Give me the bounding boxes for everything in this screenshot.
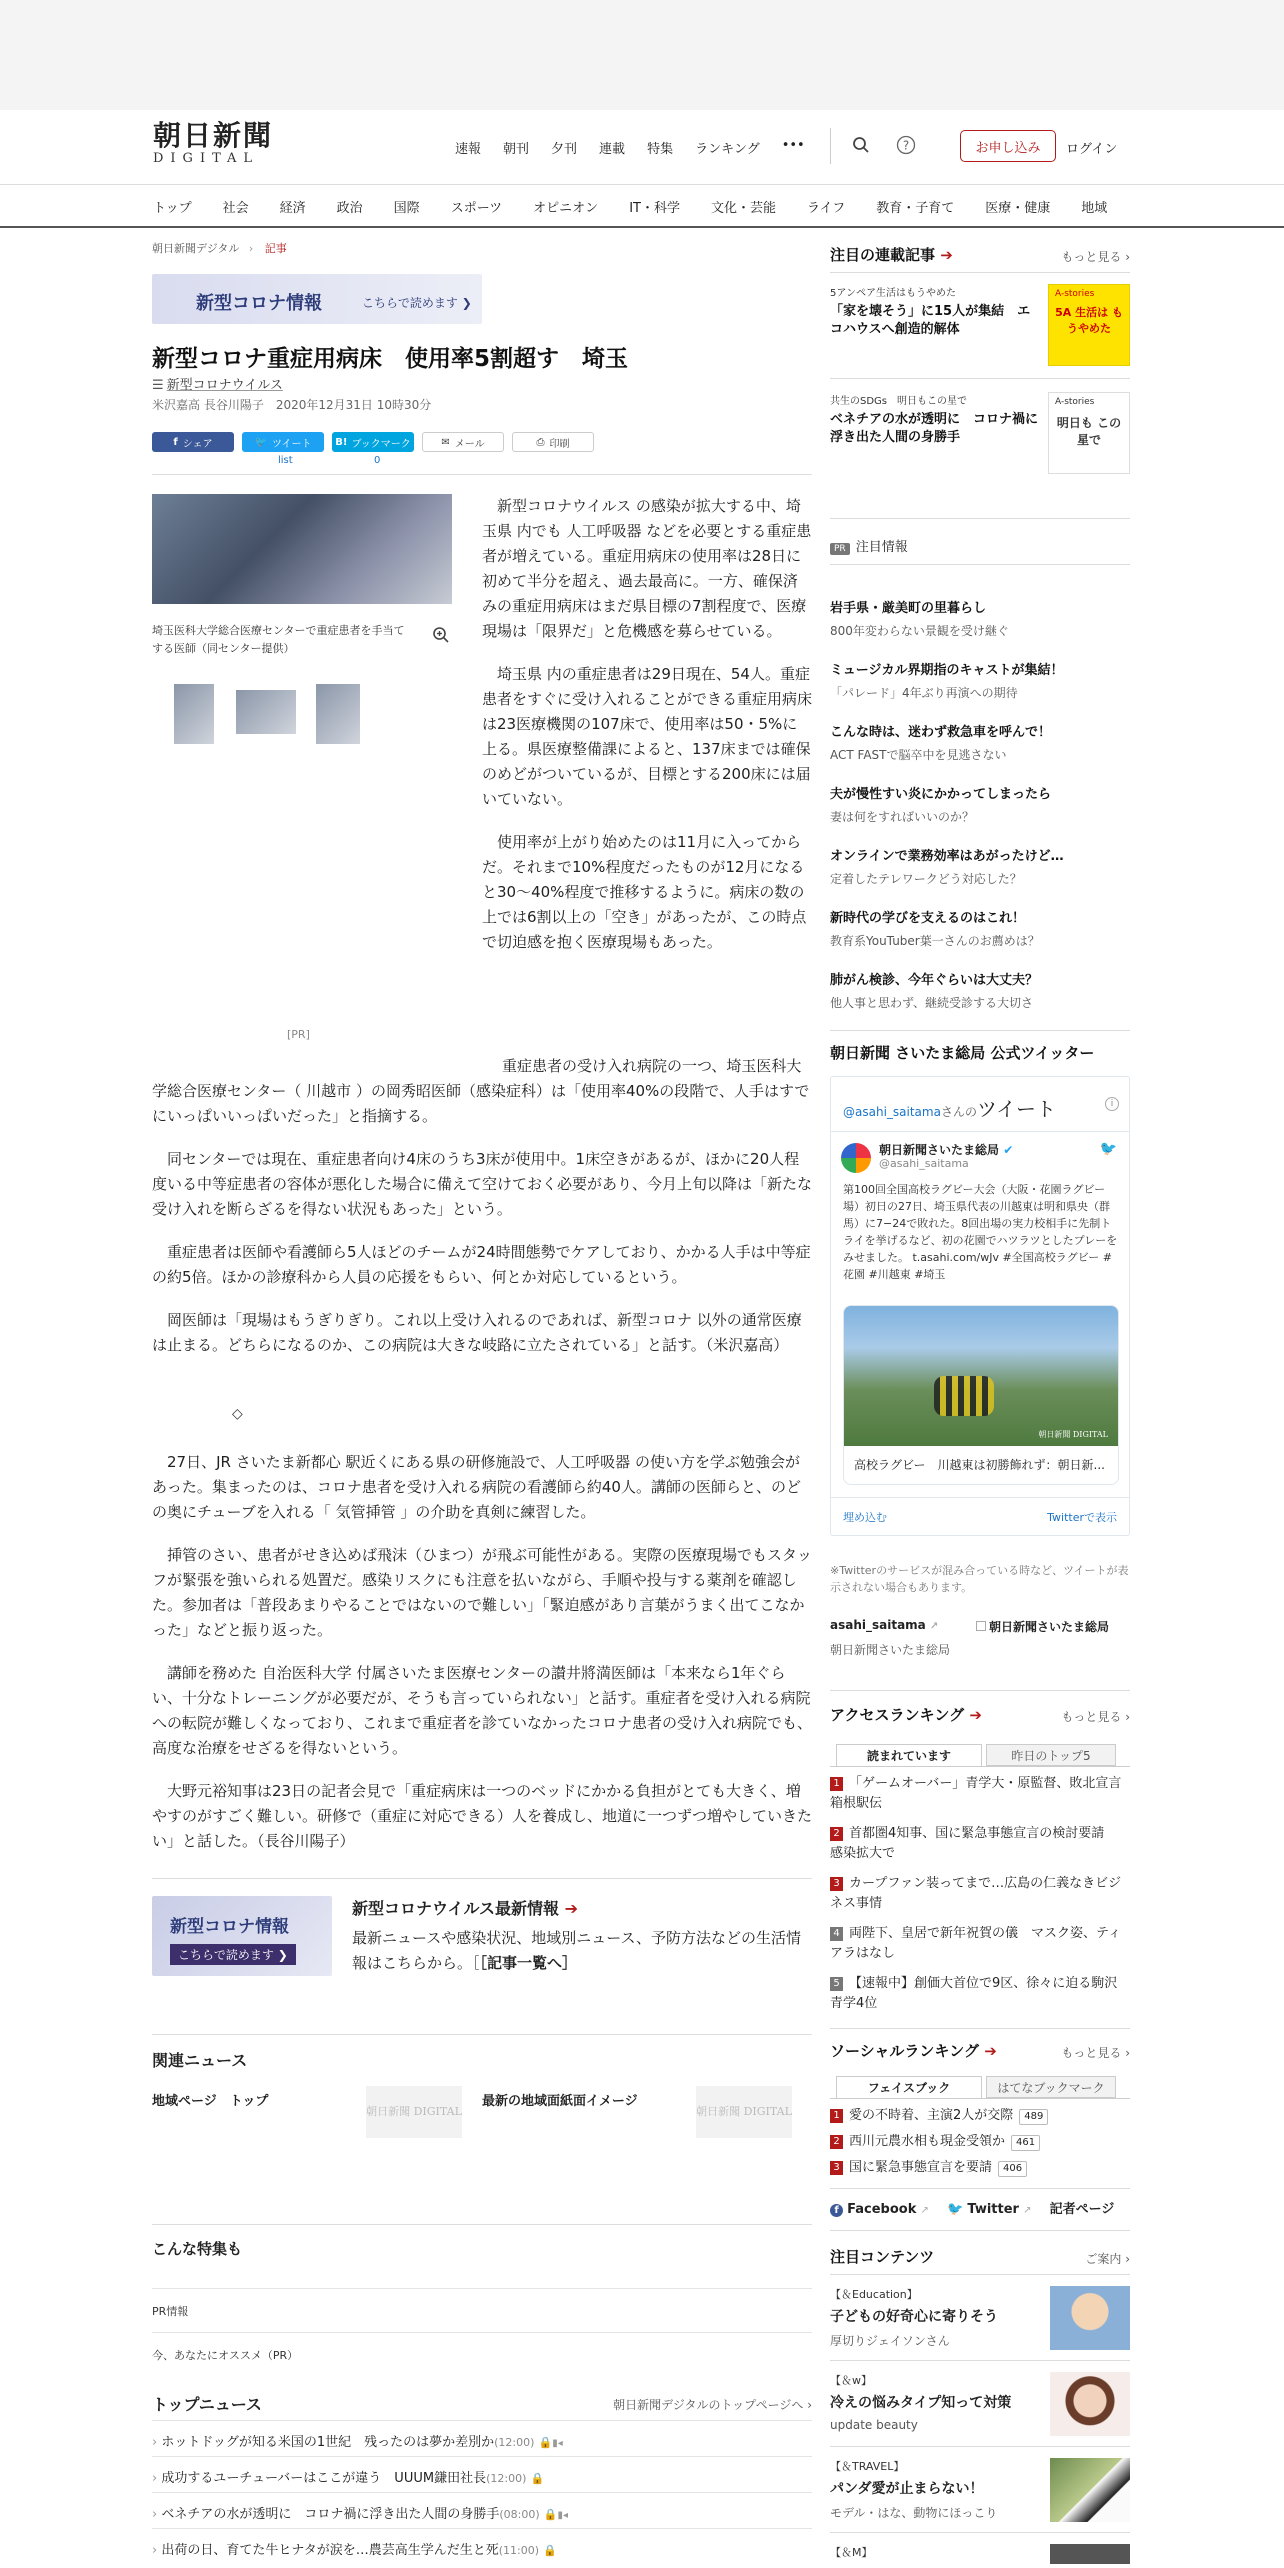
top-page-link[interactable]: 朝日新聞デジタルのトップページへ › — [613, 2398, 812, 2412]
divider — [830, 272, 1130, 273]
view-on-twitter-link[interactable]: Twitterで表示 — [1047, 1511, 1117, 1524]
social-more-link[interactable]: もっと見る › — [1061, 2046, 1130, 2060]
breadcrumb-current: 記事 — [264, 242, 287, 255]
tweet-card[interactable] — [843, 1305, 1119, 1485]
top-news-header — [152, 2392, 812, 2415]
social-ranking-title[interactable]: ソーシャルランキング ➔ — [830, 2042, 997, 2060]
divider — [152, 474, 812, 475]
article-tag[interactable]: ☰ 新型コロナウイルス — [152, 378, 283, 393]
site-header — [0, 110, 1284, 184]
series-image-2[interactable] — [1048, 392, 1130, 474]
divider — [830, 2446, 1130, 2447]
paragraph-5: 同センターでは現在、重症患者向け4床のうち3床が使用中。1床空きがあるが、ほかに20人程度いる中等症患者の容体が悪化した場合に備えて空けておく必要があり、今月上旬以降は「新たな受け入れを断らざるを得ない状況もあった」という。 — [152, 1150, 813, 1218]
series-headline: 「家を壊そう」に15人が集結 エコハウスへ創造的解体 — [830, 304, 1031, 337]
ranking-item[interactable]: 1 「ゲームオーバー」青学大・原監督、敗北宣言 箱根駅伝 — [830, 1776, 1135, 1811]
breadcrumb: 朝日新聞デジタル › 記事 — [152, 242, 287, 255]
feature-item-pr[interactable]: PR情報 — [152, 2288, 812, 2332]
corona-promo-image[interactable] — [152, 1896, 332, 1976]
article-body-second — [152, 1450, 812, 1872]
featured-contents-title: 注目コンテンツ — [830, 2248, 935, 2266]
related-item-image-2[interactable]: 朝日新聞 DIGITAL — [696, 2086, 792, 2138]
series-image-text: 5A 生活は もうやめた — [1055, 306, 1123, 335]
paragraph-3: 使用率が上がり始めたのは11月に入ってからだ。それまで10%程度だったものが12月になると30～40%程度で推移するように。病床の数の上では6割以上の「空き」があったが、この時点で切迫感を抱く医療現場もあった。 — [482, 833, 807, 951]
paragraph-4: 重症患者の受け入れ病院の一つ、埼玉医科大学総合医療センター（ 川越市 ）の岡秀昭医師（感染症科）は「使用率40%の段階で、人手はすでにいっぱいいっぱいだった」と指摘する。 — [152, 1057, 810, 1125]
chevron-right-icon: › — [152, 2471, 158, 2486]
help-icon[interactable] — [893, 132, 919, 158]
corona-banner[interactable] — [152, 274, 482, 324]
logo-sub: DIGITAL — [153, 151, 260, 166]
nav-tokushu[interactable]: 特集 — [647, 142, 674, 157]
logo-main: 朝日新聞 — [153, 119, 274, 152]
corona-promo — [152, 1896, 812, 2016]
nav-ranking[interactable]: ランキング — [695, 142, 760, 157]
twitter-icon: 🐦 — [947, 2202, 964, 2217]
search-icon[interactable] — [848, 132, 874, 158]
facebook-icon: f — [830, 2204, 843, 2217]
external-link-icon: ↗ — [929, 1621, 939, 1632]
info-icon[interactable]: i — [1105, 1097, 1119, 1111]
verified-icon: ✔ — [1003, 1143, 1014, 1157]
social-item[interactable]: 1 愛の不時着、主演2人が交際 489 — [830, 2106, 1130, 2126]
cat-economy[interactable]: 経済 — [279, 201, 306, 216]
photo-watermark: 朝日新聞 DIGITAL — [1038, 1430, 1108, 1439]
content-item[interactable]: 【＆w】 冷えの悩みタイプ知って対策 update beauty — [830, 2372, 1130, 2432]
section-divider: ◇ — [232, 1406, 243, 1422]
lock-icon: 🔒 — [530, 2472, 545, 2485]
login-link[interactable]: ログイン — [1066, 142, 1118, 157]
print-button[interactable]: ⎙ 印刷 — [512, 432, 594, 452]
series-image-1[interactable] — [1048, 284, 1130, 366]
chevron-right-icon: › — [152, 2435, 158, 2450]
rugby-photo — [844, 1306, 1118, 1446]
twitter-follow-handle[interactable]: asahi_saitama ↗ — [830, 1618, 939, 1632]
series-label: 5アンペア生活はもうやめた — [830, 288, 956, 299]
pr-section-title: 注目情報 — [855, 540, 908, 555]
divider — [152, 1878, 812, 1879]
header-nav — [455, 138, 827, 157]
social-links — [830, 2198, 1130, 2217]
twitter-link[interactable]: 🐦 Twitter ↗ — [947, 2202, 1032, 2217]
twitter-bird-icon: 🐦 — [1099, 1141, 1117, 1157]
arrow-right-icon: ➔ — [984, 2042, 997, 2060]
tweet-card-title: 高校ラグビー 川越東は初勝飾れず：朝日新... — [854, 1458, 1105, 1472]
ranking-item[interactable]: 5 【速報中】創価大首位で9区、徐々に迫る駒沢 青学4位 — [830, 1976, 1131, 2011]
access-more-link[interactable]: もっと見る › — [1061, 1710, 1130, 1724]
cat-culture[interactable]: 文化・芸能 — [710, 201, 776, 216]
category-nav — [0, 184, 1284, 228]
facebook-icon: f — [173, 436, 178, 448]
nav-yuukan[interactable]: 夕刊 — [551, 142, 578, 157]
article-title: 新型コロナ重症用病床 使用率5割超す 埼玉 — [152, 346, 629, 372]
arrow-right-icon: ➔ — [940, 246, 953, 264]
print-icon: ⎙ — [536, 436, 545, 448]
corona-banner-title: 新型コロナ情報 — [196, 293, 322, 314]
pr-item[interactable]: オンラインで業務効率はあがったけど… 定着したテレワークどう対応した？ — [830, 849, 1064, 886]
cat-education[interactable]: 教育・子育て — [876, 201, 955, 216]
twitter-icon: 🐦 — [254, 436, 267, 448]
content-thumbnail — [1050, 2286, 1130, 2350]
paragraph-11: 大野元裕知事は23日の記者会見で「重症病床は一つのベッドにかかる負担がとても大きく、増やすのがすごく難しい。研修で（重症に対応できる）人を養成し、地道に一つずつ増やしていきたい」と話した。（長谷川陽子） — [152, 1782, 813, 1850]
series-more-link[interactable]: もっと見る › — [1061, 250, 1130, 264]
nav-choukan[interactable]: 朝刊 — [503, 142, 530, 157]
top-news-title: トップニュース — [152, 2395, 262, 2414]
facebook-share-button[interactable]: f シェア — [152, 432, 234, 452]
site-logo[interactable] — [153, 120, 283, 170]
divider — [830, 1766, 1130, 1767]
pr-badge: PR — [830, 543, 850, 555]
hatena-count[interactable]: 0 — [374, 455, 381, 466]
top-news-item[interactable]: › ベネチアの水が透明に コロナ禍に浮き出た人間の身勝手(08:00) 🔒▮◂ — [152, 2492, 812, 2528]
divider — [830, 2098, 1130, 2099]
content-thumbnail — [1050, 2458, 1130, 2522]
embed-link[interactable]: 埋め込む — [843, 1511, 887, 1524]
paragraph-10: 講師を務めた 自治医科大学 付属さいたま医療センターの讃井將満医師は「本来なら1年ぐらい、十分なトレーニングが必要だが、そうも言っていられない」と話す。重症者を受け入れる病院への転院が難しくなっており、これまで重症者を診ていなかったコロナ患者の受け入れ病院でも、高度な治療をせざるを得ないという。 — [152, 1664, 813, 1757]
paragraph-2: 埼玉県 内の重症患者は29日現在、54人。重症患者をすぐに受け入れることができる重症用病床は23医療機関の107床で、使用率は50・5%に上る。県医療整備課によると、137床までは確保のめどがついているが、目標とする200床には届いていない。 — [482, 665, 813, 808]
pr-item[interactable]: 岩手県・厳美町の里暮らし 800年変わらない景観を受け継ぐ — [830, 601, 1009, 638]
pr-item[interactable]: こんな時は、迷わず救急車を呼んで！ ACT FASTで脳卒中を見逃さない — [830, 725, 1052, 762]
twitter-follow-image[interactable]: 朝日新聞さいたま総局 — [976, 1618, 1109, 1635]
divider — [830, 1690, 1130, 1691]
ad-band — [0, 0, 1284, 110]
ranking-item[interactable]: 4 両陛下、皇居で新年祝賀の儀 マスク姿、ティアラはなし — [830, 1926, 1121, 1961]
divider — [830, 518, 1130, 519]
photo-thumbnail-2[interactable] — [236, 690, 296, 734]
cat-politics[interactable]: 政治 — [336, 201, 363, 216]
tab-facebook[interactable]: フェイスブック — [836, 2076, 982, 2098]
tab-yesterday-top5[interactable]: 昨日のトップ5 — [986, 1744, 1116, 1766]
twitter-count[interactable]: list — [278, 455, 293, 466]
video-icon: ▮◂ — [557, 2510, 569, 2521]
content-item[interactable]: 【＆TRAVEL】 パンダ愛が止まらない！ モデル・はな、動物にほっこり — [830, 2458, 1130, 2521]
content-item[interactable]: 【＆M】 — [830, 2544, 1130, 2560]
mail-share-button[interactable]: ✉ メール — [422, 432, 504, 452]
corona-banner-link: こちらで読めます ❯ — [362, 296, 472, 310]
broken-image-icon — [976, 1621, 986, 1631]
content-thumbnail — [1050, 2544, 1130, 2564]
related-item-region-top[interactable]: 地域ページ トップ — [152, 2094, 269, 2109]
arrow-right-icon: ➔ — [564, 1899, 579, 1918]
divider — [830, 2028, 1130, 2029]
mail-icon: ✉ — [441, 436, 450, 448]
lock-icon: 🔒 — [538, 2436, 553, 2449]
divider — [830, 2274, 1130, 2275]
lock-icon: 🔒 — [543, 2544, 557, 2557]
related-news-title: 関連ニュース — [152, 2051, 248, 2070]
divider — [830, 378, 1130, 379]
cat-opinion[interactable]: オピニオン — [533, 201, 599, 216]
paragraph-9: 挿管のさい、患者がせき込めば飛沫（ひまつ）が飛ぶ可能性がある。実際の医療現場でもスタッフが緊張を強いられる処置だ。感染リスクにも注意を払いながら、手順や投与する薬剤を確認した。参加者は「普段あまりやることではないので難しい」「緊迫感があり言葉がうまく出てこなかった」などと振り返った。 — [152, 1546, 813, 1639]
pr-item[interactable]: ミュージカル界期指のキャストが集結！ 「パレード」4年ぶり再演への期待 — [830, 663, 1064, 700]
twitter-share-button[interactable]: 🐦 ツイート — [242, 432, 324, 452]
series-label: 共生のSDGs 明日もこの星で — [830, 396, 968, 407]
article-body-main — [152, 1054, 812, 1376]
photo-caption: 埼玉医科大学総合医療センターで重症患者を手当てする医師（同センター提供） — [152, 624, 405, 655]
cat-region[interactable]: 地域 — [1081, 201, 1108, 216]
feature-item-recommend[interactable]: 今、あなたにオススメ（PR） — [152, 2332, 812, 2376]
twitter-follow-name: 朝日新聞さいたま総局 — [830, 1643, 951, 1657]
nav-rensai[interactable]: 連載 — [599, 142, 626, 157]
divider — [831, 1131, 1129, 1132]
hatena-icon: B! — [335, 436, 348, 448]
cat-top[interactable]: トップ — [153, 201, 192, 216]
hatena-bookmark-button[interactable]: B! ブックマーク — [332, 432, 414, 452]
pr-item[interactable]: 夫が慢性すい炎にかかってしまったら 妻は何をすればいいのか？ — [830, 787, 1052, 824]
divider — [830, 2360, 1130, 2361]
share-bar — [152, 432, 594, 452]
contents-guide-link[interactable]: ご案内 › — [1085, 2252, 1130, 2266]
paragraph-8: 27日、JR さいたま新都心 駅近くにある県の研修施設で、人工呼吸器 の使い方を学ぶ勉強会があった。集まったのは、コロナ患者を受け入れる病院の看護師ら約40人。講師の医師らと、のどの奥にチューブを入れる「 気管挿管 」の介助を真剣に練習した。 — [152, 1453, 801, 1521]
paragraph-6: 重症患者は医師や看護師ら5人ほどのチームが24時間態勢でケアしており、かかる人手は中等症の約5倍。ほかの診療科から人員の応援をもらい、何とか対応しているという。 — [152, 1243, 811, 1286]
divider — [830, 2532, 1130, 2533]
astories-logo: A-stories — [1055, 289, 1095, 299]
timeline-handle[interactable]: @asahi_saitama — [843, 1105, 941, 1119]
top-news-item[interactable]: › 出荷の日、育てた牛ヒナタが涙を…農芸高生学んだ生と死(11:00) 🔒 — [152, 2528, 812, 2564]
paragraph-7: 岡医師は「現場はもうぎりぎり。これ以上受け入れるのであれば、新型コロナ 以外の通常医療は止まる。どちらになるのか、この病院は大きな岐路に立たされている」と話す。（米沢嘉高） — [152, 1311, 802, 1354]
chevron-right-icon: › — [152, 2507, 158, 2522]
divider — [830, 2188, 1130, 2189]
series-image-text: 明日も この星で — [1056, 416, 1122, 447]
top-news-item[interactable]: › ホットドッグが知る米国の1世紀 残ったのは夢か差別か(12:00) 🔒▮◂ — [152, 2420, 812, 2456]
promo-title[interactable]: 新型コロナウイルス最新情報 ➔ — [352, 1899, 579, 1918]
article-body-top — [482, 494, 812, 973]
social-tabs — [830, 2076, 1116, 2098]
features-title: こんな特集も — [152, 2240, 243, 2258]
series-title[interactable]: 注目の連載記事 ➔ — [830, 246, 953, 264]
breadcrumb-home[interactable]: 朝日新聞デジタル — [152, 242, 240, 255]
access-ranking-title[interactable]: アクセスランキング ➔ — [830, 1706, 982, 1724]
promo-image-title: 新型コロナ情報 — [170, 1917, 289, 1937]
pr-label: [PR] — [287, 1028, 310, 1041]
tab-most-read[interactable]: 読まれています — [836, 1744, 982, 1766]
twitter-note: ※Twitterのサービスが混み合っている時など、ツイートが表示されない場合もあります。 — [830, 1564, 1129, 1594]
lock-icon: 🔒 — [543, 2508, 558, 2521]
related-item-image-1[interactable]: 朝日新聞 DIGITAL — [366, 2086, 462, 2138]
series-headline: ベネチアの水が透明に コロナ禍に浮き出た人間の身勝手 — [830, 412, 1039, 445]
cat-society[interactable]: 社会 — [222, 201, 249, 216]
divider — [830, 1030, 1130, 1031]
promo-image-link: こちらで読めます ❯ — [170, 1944, 296, 1965]
article-photo[interactable] — [152, 494, 452, 604]
svg-text:?: ? — [902, 138, 910, 153]
tweet-text: 第100回全国高校ラグビー大会（大阪・花園ラグビー場）初日の27日、埼玉県代表の川越東は明和県央（群馬）に7−24で敗れた。8回出場の実力校相手に先制トライを挙げるなど、初の花園でハツラツとしたプレーをみせました。 t.asahi.com/wJv #全国高校ラグビー #花園 #川越東 #埼玉 — [843, 1183, 1118, 1281]
zoom-icon[interactable] — [432, 626, 450, 648]
divider — [830, 2230, 1130, 2231]
subscribe-button[interactable]: お申し込み — [960, 130, 1056, 162]
list-icon: ☰ — [152, 378, 164, 393]
arrow-right-icon: ➔ — [969, 1706, 982, 1724]
tab-hatena-bookmark[interactable]: はてなブックマーク — [986, 2076, 1116, 2098]
social-item[interactable]: 2 西川元農水相も現金受領か 461 — [830, 2132, 1130, 2152]
astories-logo: A-stories — [1055, 397, 1095, 407]
chevron-right-icon: › — [152, 2543, 158, 2558]
reporter-page-link[interactable]: 記者ページ — [1049, 2202, 1115, 2217]
timeline-header: @asahi_saitamaさんのツイート — [843, 1097, 1056, 1121]
cat-sports[interactable]: スポーツ — [450, 201, 503, 216]
nav-more-icon[interactable]: ••• — [781, 138, 805, 153]
promo-list-link[interactable]: ［記事一覧へ］ — [479, 1954, 578, 1972]
video-icon: ▮◂ — [552, 2438, 563, 2449]
related-item-latest-paper[interactable]: 最新の地域面紙面イメージ — [482, 2094, 638, 2109]
content-thumbnail — [1050, 2372, 1130, 2436]
account-avatar[interactable] — [841, 1143, 871, 1173]
publish-date: 2020年12月31日 10時30分 — [275, 398, 432, 412]
cat-it-science[interactable]: IT・科学 — [629, 201, 680, 216]
top-news-item[interactable]: › 成功するユーチューバーはここが違う UUUM鎌田社長(12:00) 🔒 — [152, 2456, 812, 2492]
twitter-timeline — [830, 1076, 1130, 1536]
access-tabs — [830, 1744, 1116, 1766]
cat-international[interactable]: 国際 — [393, 201, 420, 216]
pr-item[interactable]: 新時代の学びを支えるのはこれ！ 教育系YouTuber葉一さんのお薦めは？ — [830, 911, 1040, 948]
pr-section-header — [830, 536, 908, 555]
nav-sokuho[interactable]: 速報 — [455, 142, 482, 157]
content-item[interactable]: 【＆Education】 子どもの好奇心に寄りそう 厚切りジェイソンさん — [830, 2286, 1130, 2349]
tweet-account-handle: @asahi_saitama — [879, 1157, 969, 1170]
facebook-link[interactable]: f Facebook ↗ — [830, 2202, 929, 2217]
paragraph-1: 新型コロナウイルス の感染が拡大する中、埼玉県 内でも 人工呼吸器 などを必要とする重症患者が増えている。重症用病床の使用率は28日に初めて半分を超え、過去最高に。一方、確保済みの重症用病床はまだ県目標の7割程度で、医療現場は「限界だ」と危機感を募らせている。 — [482, 497, 812, 640]
ranking-item[interactable]: 2 首都圏4知事、国に緊急事態宣言の検討要請 感染拡大で — [830, 1826, 1118, 1861]
cat-health[interactable]: 医療・健康 — [985, 201, 1051, 216]
promo-text: 最新ニュースや感染状況、地域別ニュース、予防方法などの生活情報はこちらから。［［記事一覧へ］ — [352, 1929, 801, 1972]
cat-life[interactable]: ライフ — [806, 201, 846, 216]
photo-thumbnail-3[interactable] — [316, 684, 360, 744]
pr-item[interactable]: 肺がん検診、今年ぐらいは大丈夫？ 他人事と思わず、継続受診する大切さ — [830, 973, 1039, 1010]
twitter-section-title: 朝日新聞 さいたま総局 公式ツイッター — [830, 1044, 1095, 1062]
header-divider — [830, 128, 831, 164]
divider — [830, 564, 1130, 565]
divider — [152, 2034, 812, 2035]
tweet-account-name[interactable]: 朝日新聞さいたま総局 ✔ — [879, 1143, 1014, 1157]
divider — [152, 2224, 812, 2225]
photo-thumbnail-1[interactable] — [174, 684, 214, 744]
ranking-item[interactable]: 3 カープファン装ってまで…広島の仁義なきビジネス事情 — [830, 1876, 1122, 1911]
article-byline — [152, 396, 431, 413]
divider — [831, 1497, 1129, 1498]
author-names: 米沢嘉高 長谷川陽子 — [152, 398, 264, 412]
social-item[interactable]: 3 国に緊急事態宣言を要請 406 — [830, 2158, 1130, 2178]
